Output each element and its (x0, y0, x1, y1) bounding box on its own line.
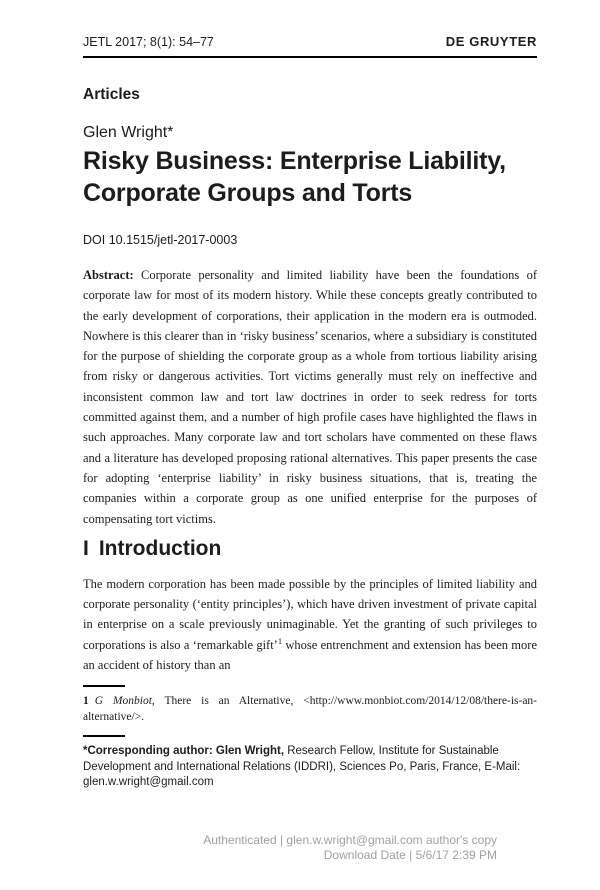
footnote-text: , There is an Alternative, <http://www.monbiot.com/2014/12/08/there-is-an-alternative/>. (83, 695, 538, 724)
section-heading-introduction (83, 537, 537, 561)
correspondence-separator-rule (83, 735, 125, 737)
article-title-line-1: Risky Business: Enterprise Liability, (83, 147, 506, 175)
authenticated-line: Authenticated | glen.w.wright@gmail.com author's copy (203, 833, 497, 847)
intro-text-end: whose entrenchment and extension has been more an accident of history than an (83, 637, 537, 673)
introduction-paragraph (83, 574, 537, 675)
download-stamp (203, 833, 497, 863)
article-title (83, 145, 537, 209)
section-title: Introduction (98, 536, 222, 560)
abstract-paragraph (83, 265, 537, 529)
abstract-label: Abstract: (83, 268, 134, 282)
section-number: I (83, 536, 89, 560)
intro-text-start: The modern corporation has been made possible by the principles of limited liability and corporate personality (‘entity principles’), which have driven investment of private capital in enterprise on a scale previously unimaginable. Yet the granting of such privileges to corporations is also a ‘remarkable gift’ (83, 576, 537, 652)
download-date-line: Download Date | 5/6/17 2:39 PM (323, 848, 497, 862)
doi: DOI 10.1515/jetl-2017-0003 (83, 233, 238, 247)
corresponding-author-note (83, 744, 537, 791)
corresponding-author-label: *Corresponding author: Glen Wright, (83, 745, 285, 758)
footnote-1 (83, 693, 537, 725)
footnote-reference-1: 1 (277, 635, 283, 646)
journal-citation: JETL 2017; 8(1): 54–77 (83, 35, 214, 49)
footnote-number: 1 (83, 695, 89, 708)
publisher-logo-text: DE GRUYTER (445, 34, 537, 49)
section-label: Articles (83, 86, 140, 103)
abstract-text: Corporate personality and limited liability have been the foundations of corporate law for most of its modern history. While these concepts greatly contributed to the early development of corporations, their application in the modern era is outmoded. Nowhere is this clearer than in ‘risky business’ scenarios, where a subsidiary is constituted for the purpose of shielding the corporate group as a whole from tortious liability arising from risky or dangerous activities. Tort victims generally must rely on ineffective and inconsistent common law and tort law doctrines in order to seek redress for torts committed against them, and a number of high profile cases have highlighted the flaws in such approaches. Many corporate law and tort scholars have commented on these flaws and a literature has developed proposing rational alternatives. This paper presents the case for adopting ‘enterprise liability’ in risky business situations, that is, treating the companies within a corporate group as one unified enterprise for the purposes of compensating tort victims. (83, 268, 537, 526)
footnote-separator-rule (83, 685, 125, 687)
footnote-author: G Monbiot (94, 695, 152, 708)
corresponding-author-details: Research Fellow, Institute for Sustainable Development and International Relations (IDDRI), Sciences Po, Paris, France, E-Mail: glen.w.wright@gmail.com (83, 745, 521, 789)
running-head (83, 0, 537, 58)
article-title-line-2: Corporate Groups and Torts (83, 179, 413, 207)
author-name: Glen Wright* (83, 124, 174, 141)
